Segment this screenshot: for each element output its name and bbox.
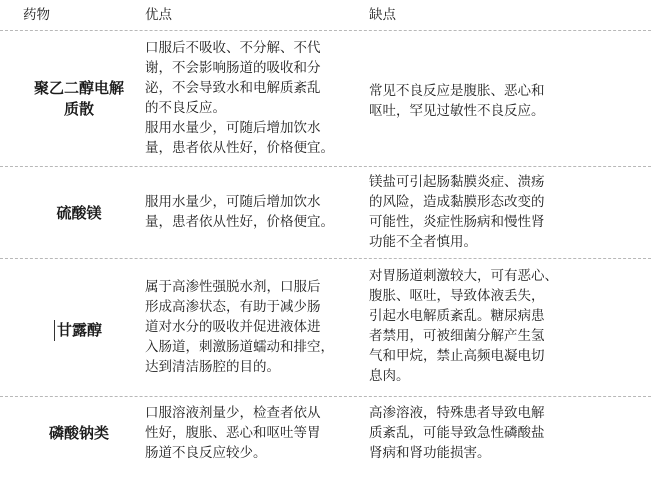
pros-mannitol: 属于高渗性强脱水剂，口服后 形成高渗状态，有助于减少肠 道对水分的吸收并促进液体进 入肠道，刺激肠道蠕动和排空， 达到清洁肠腔的目的。	[145, 279, 334, 375]
header-pros: 优点	[145, 7, 172, 23]
row-divider	[0, 258, 651, 259]
pros-sodium-phosphate: 口服溶液剂量少，检查者依从 性好，腹胀、恶心和呕吐等胃 肠道不良反应较少。	[145, 405, 321, 461]
cons-mannitol: 对胃肠道刺激较大，可有恶心、 腹胀、呕吐，导致体液丢失， 引起水电解质紊乱。糖尿病患 者禁用，可被细菌分解产生氢 气和甲烷，禁止高频电凝电切 息肉。	[369, 268, 558, 384]
cons-magnesium-sulfate: 镁盐可引起肠黏膜炎症、溃疡 的风险，造成黏膜形态改变的 可能性，炎症性肠病和慢性肾 功能不全者慎用。	[369, 174, 545, 250]
pros-magnesium-sulfate: 服用水量少，可随后增加饮水 量，患者依从性好，价格便宜。	[145, 194, 334, 230]
header-drug: 药物	[23, 7, 50, 23]
drug-name-sodium-phosphate: 磷酸钠类	[48, 424, 109, 442]
drug-name-mannitol: 甘露醇	[54, 320, 124, 341]
row-divider	[0, 166, 651, 167]
cons-sodium-phosphate: 高渗溶液，特殊患者导致电解 质紊乱，可能导致急性磷酸盐 肾病和肾功能损害。	[369, 405, 545, 461]
drug-name-magnesium-sulfate: 硫酸镁	[56, 204, 102, 222]
row-divider	[0, 30, 651, 31]
drug-name-peg: 聚乙二醇电解 质散	[33, 79, 124, 118]
row-divider	[0, 396, 651, 397]
cons-peg: 常见不良反应是腹胀、恶心和 呕吐，罕见过敏性不良反应。	[369, 83, 545, 119]
header-cons: 缺点	[369, 7, 396, 23]
pros-peg: 口服后不吸收、不分解、不代 谢，不会影响肠道的吸收和分 泌，不会导致水和电解质紊乱 的不良反应。 服用水量少，可随后增加饮水 量，患者依从性好，价格便宜。	[145, 40, 334, 156]
